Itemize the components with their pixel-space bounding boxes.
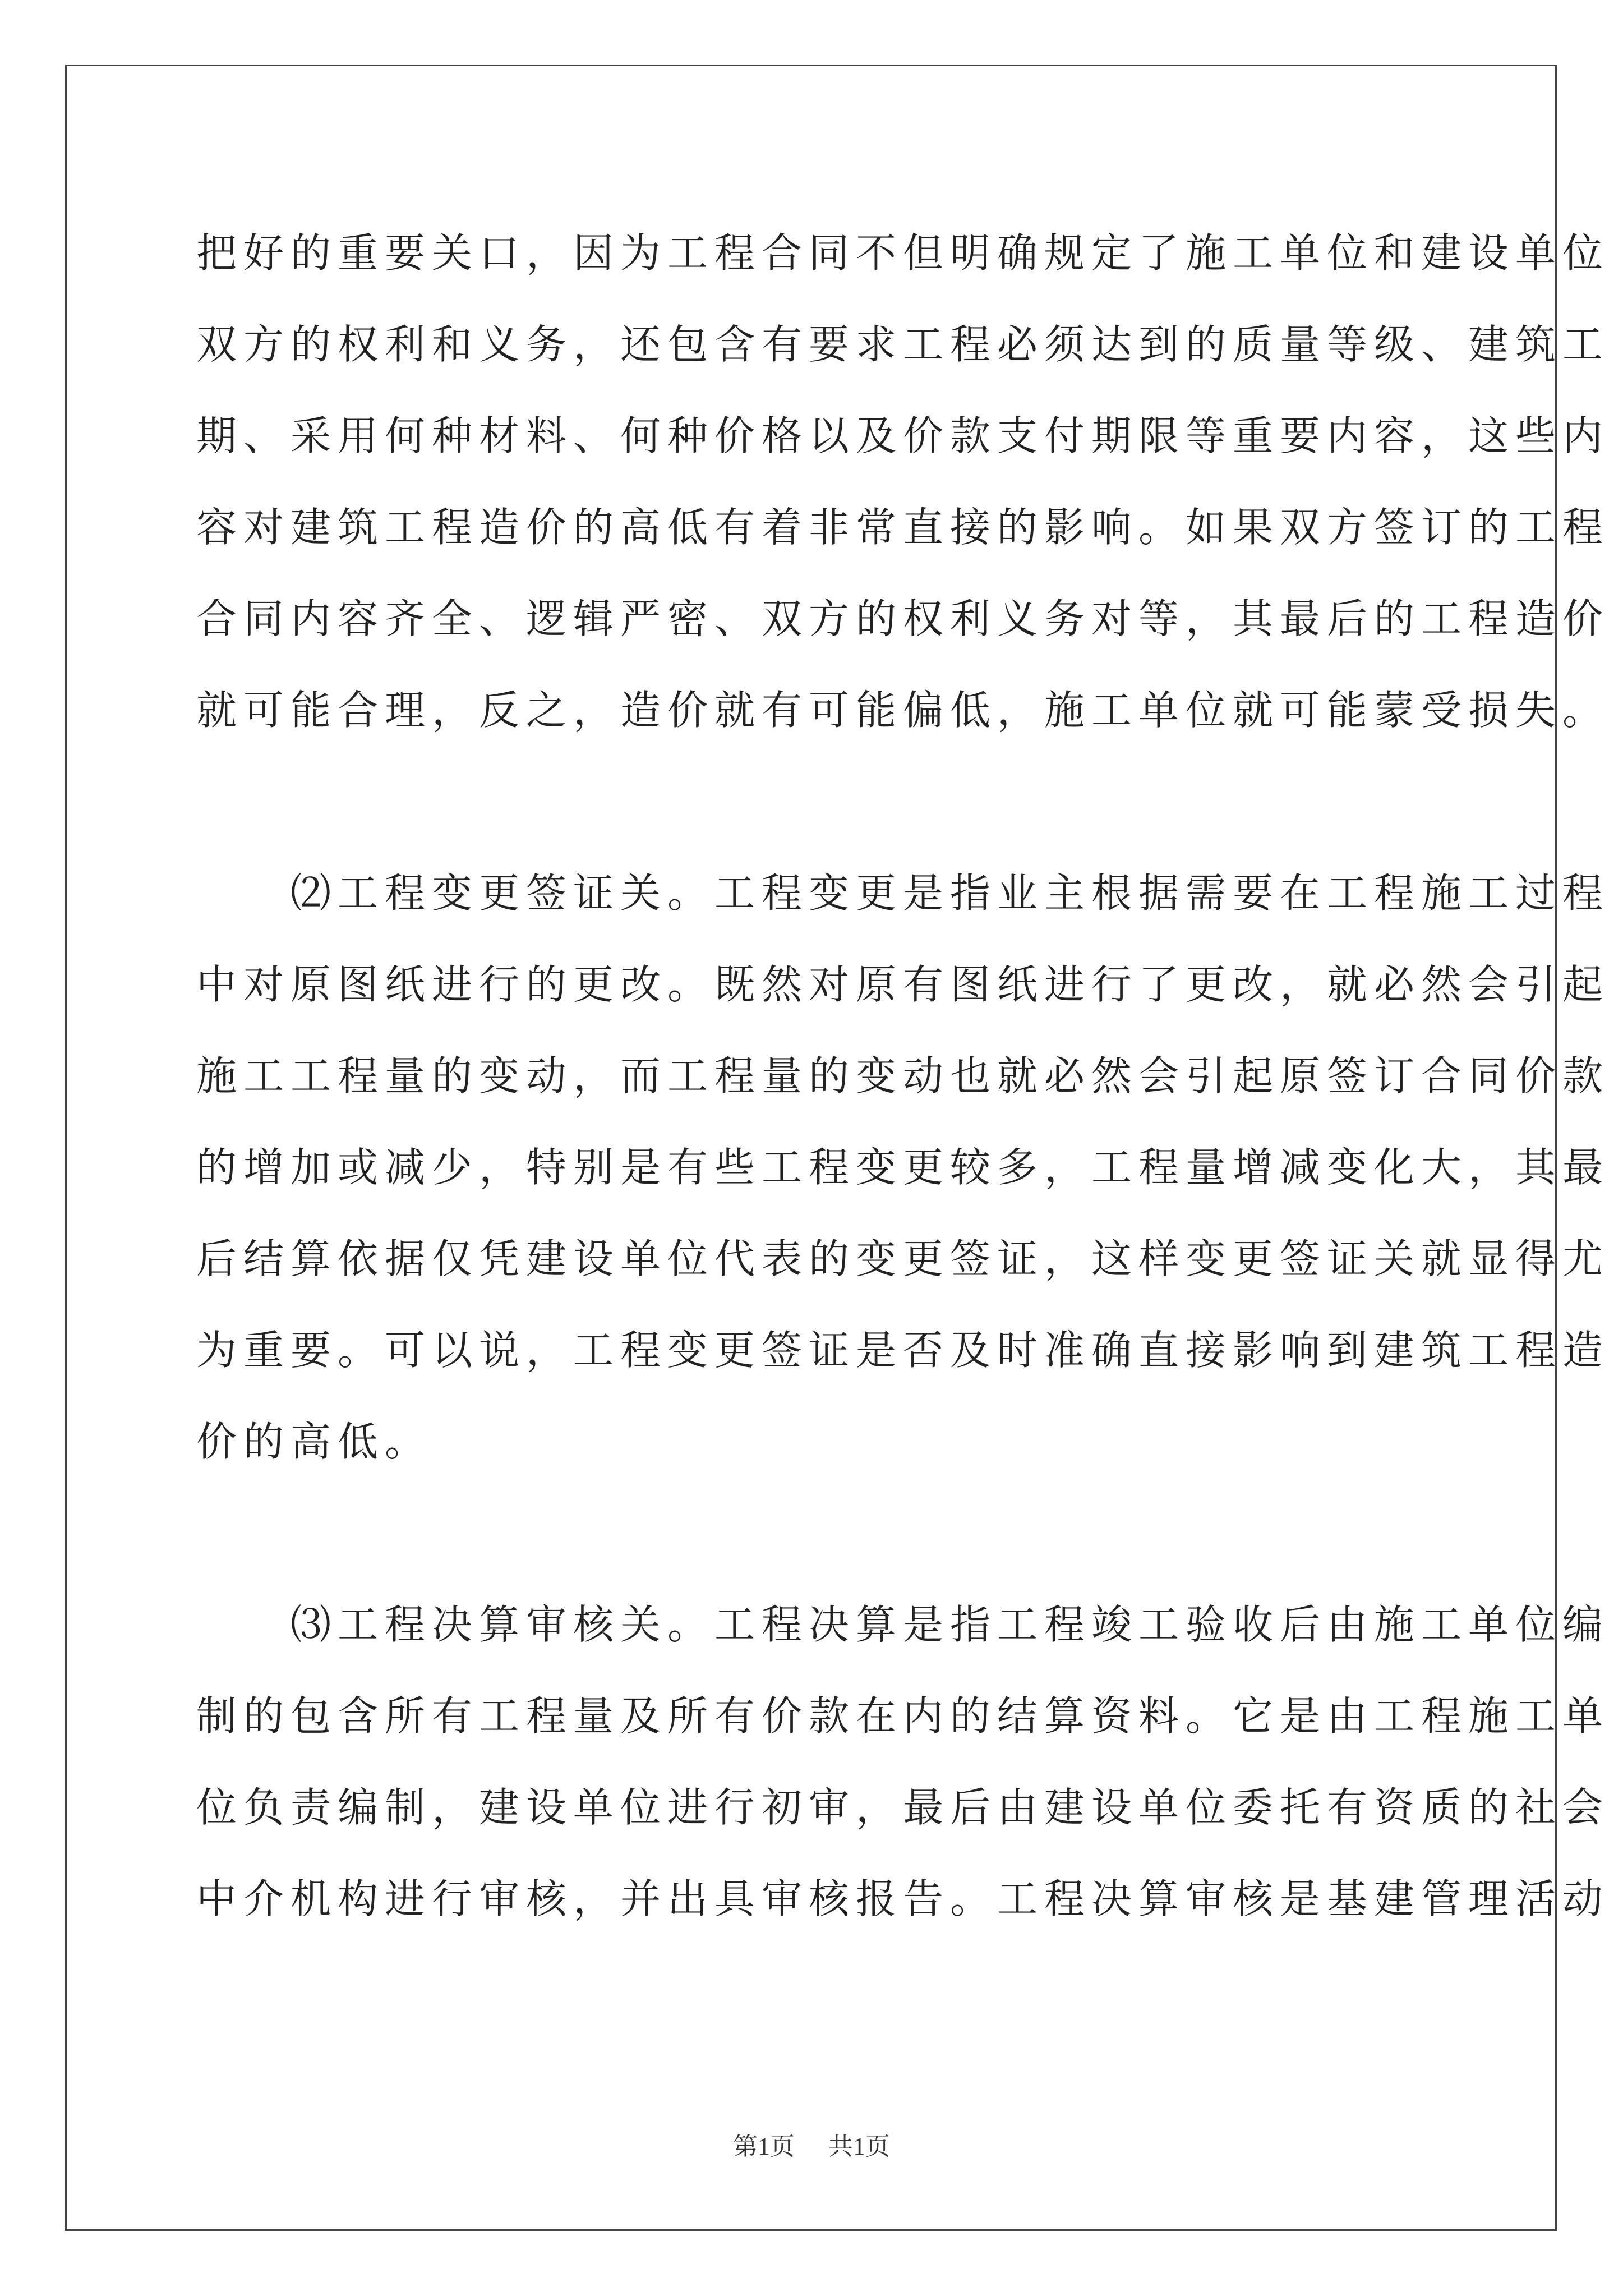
text-line: 把好的重要关口，因为工程合同不但明确规定了施工单位和建设单位 xyxy=(196,229,1610,277)
text-line: 中介机构进行审核，并出具审核报告。工程决算审核是基建管理活动 xyxy=(196,1875,1610,1922)
text-line: 制的包含所有工程量及所有价款在内的结算资料。它是由工程施工单 xyxy=(196,1692,1610,1740)
text-line: 合同内容齐全、逻辑严密、双方的权利义务对等，其最后的工程造价 xyxy=(196,595,1610,642)
text-line: 双方的权利和义务，还包含有要求工程必须达到的质量等级、建筑工 xyxy=(196,321,1610,368)
text-line: ⑶工程决算审核关。工程决算是指工程竣工验收后由施工单位编 xyxy=(196,1601,1610,1648)
text-line: 后结算依据仅凭建设单位代表的变更签证，这样变更签证关就显得尤 xyxy=(196,1235,1610,1282)
text-line: 期、采用何种材料、何种价格以及价款支付期限等重要内容，这些内 xyxy=(196,412,1610,459)
text-line: 容对建筑工程造价的高低有着非常直接的影响。如果双方签订的工程 xyxy=(196,504,1610,551)
text-line: 的增加或减少，特别是有些工程变更较多，工程量增减变化大，其最 xyxy=(196,1144,1610,1191)
text-line: 为重要。可以说，工程变更签证是否及时准确直接影响到建筑工程造 xyxy=(196,1327,1610,1374)
text-line: 位负责编制，建设单位进行初审，最后由建设单位委托有资质的社会 xyxy=(196,1784,1610,1831)
page-number: 第1页 xyxy=(733,2133,795,2160)
text-line: 价的高低。 xyxy=(196,1418,432,1465)
document-body xyxy=(196,208,1610,1945)
page-total: 共1页 xyxy=(828,2133,890,2160)
page-footer xyxy=(0,2126,1623,2162)
paragraph-gap xyxy=(196,756,1430,848)
text-line: 中对原图纸进行的更改。既然对原有图纸进行了更改，就必然会引起 xyxy=(196,961,1610,1008)
text-line: 就可能合理，反之，造价就有可能偏低，施工单位就可能蒙受损失。 xyxy=(196,687,1610,734)
paragraph-gap xyxy=(196,1488,1430,1579)
text-line: ⑵工程变更签证关。工程变更是指业主根据需要在工程施工过程 xyxy=(196,869,1610,917)
text-line: 施工工程量的变动，而工程量的变动也就必然会引起原签订合同价款 xyxy=(196,1052,1610,1099)
